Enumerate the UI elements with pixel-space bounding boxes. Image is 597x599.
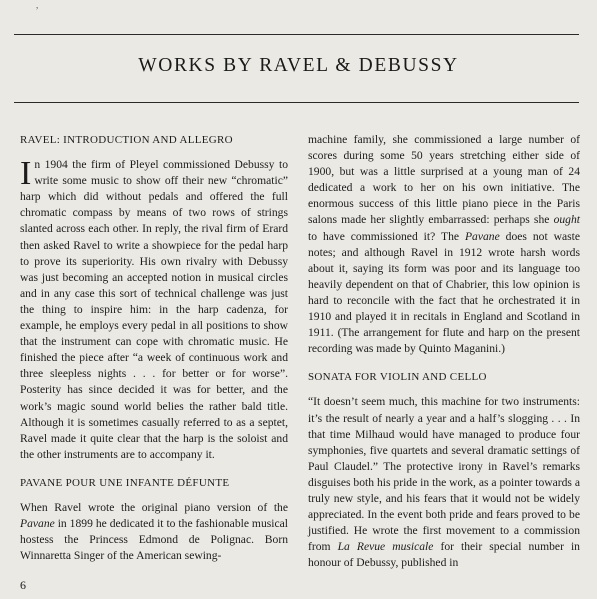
section-heading-introduction-allegro: RAVEL: INTRODUCTION AND ALLEGRO bbox=[20, 134, 233, 146]
paragraph-text: in 1899 he dedicated it to the fashionable musical hostess the Princess Edmond de Polignac. Born Winnaretta Singer of the American sewing- bbox=[20, 517, 288, 563]
right-column bbox=[308, 132, 580, 571]
section-heading-pavane: PAVANE POUR UNE INFANTE DÉFUNTE bbox=[20, 476, 230, 489]
paragraph-pavane bbox=[20, 500, 288, 564]
left-column bbox=[20, 132, 288, 564]
paragraph-text: for their special number in honour of Debussy, published in bbox=[308, 540, 580, 570]
page-edge-mark: , bbox=[36, 0, 39, 10]
title-rule bbox=[14, 102, 579, 103]
italic-la-revue-musicale: La Revue musicale bbox=[337, 540, 434, 554]
paragraph-text: to have commissioned it? The bbox=[308, 229, 465, 243]
paragraph-sonata bbox=[308, 394, 580, 571]
paragraph-text: machine family, she commissioned a large number of scores during some 50 years stretching either side of 1900, but was a little surprised at a young man of 24 dedicated a work to her on his own initiative. The enormous success of this little piano piece in the Paris salons made her slightly embarrassed: perhaps she bbox=[308, 133, 580, 227]
paragraph-text: does not waste notes; and although Ravel in 1912 wrote harsh words about it, saying its form was poor and its language too heavily dependent on that of Chabrier, this low opinion is hard to reconcile with the fact that he orchestrated it in 1910 and played it in recitals in England and Scotland in 1911. (The arrangement for flute and harp on the present recording was made by Quinto Maganini.) bbox=[308, 229, 580, 356]
italic-title-pavane: Pavane bbox=[20, 517, 55, 531]
page-number: 6 bbox=[20, 578, 26, 592]
paragraph-pavane-continued bbox=[308, 132, 580, 357]
paragraph-text: When Ravel wrote the original piano version of the bbox=[20, 500, 288, 514]
section-heading-sonata: SONATA FOR VIOLIN AND CELLO bbox=[308, 371, 487, 384]
paragraph-text: “It doesn’t seem much, this machine for two instruments: it’s the result of nearly a year and a half’s slogging . . . In that time Milhaud would have managed to produce four symphonies, five quartets and several dramatic settings of Paul Claudel.” The protective irony in Ravel’s remarks disguises both his pride in the work, as a pointer towards a truly new style, and his fears that it would not be widely appreciated. In the event both pride and fears proved to be justified. He wrote the first movement to a commission from bbox=[308, 395, 580, 554]
paragraph-introduction-allegro bbox=[20, 157, 288, 463]
page-title: WORKS BY RAVEL & DEBUSSY bbox=[138, 55, 459, 76]
italic-title-pavane: Pavane bbox=[464, 229, 500, 243]
paragraph-text: n 1904 the firm of Pleyel commissioned Debussy to write some music to show off their new “chromatic” harp which did without pedals and offered the full chromatic compass by means of two rows of strings slanted across each other. In reply, the rival firm of Erard then asked Ravel to write a showpiece for the pedal harp to prove its superiority. His own rivalry with Debussy was just becoming an accepted notion in musical circles and in any case this sort of technical challenge was just the thing to inspire him: in the harp cadenza, for example, he employs every pedal in all positions to show that the instrument can cope with chromatic music. He finished the piece after “a week of continuous work and three sleepless nights . . . for better or for worse”. Posterity has since decided it was for better, and the work’s magic sound world belies the rather bald title. Although it is sometimes casually referred to as a septet, Ravel made it quite clear that the harp is the soloist and the other instruments are to accompany it. bbox=[20, 158, 288, 461]
drop-cap: I bbox=[20, 155, 32, 193]
italic-ought: ought bbox=[553, 213, 580, 227]
top-rule bbox=[14, 34, 579, 35]
